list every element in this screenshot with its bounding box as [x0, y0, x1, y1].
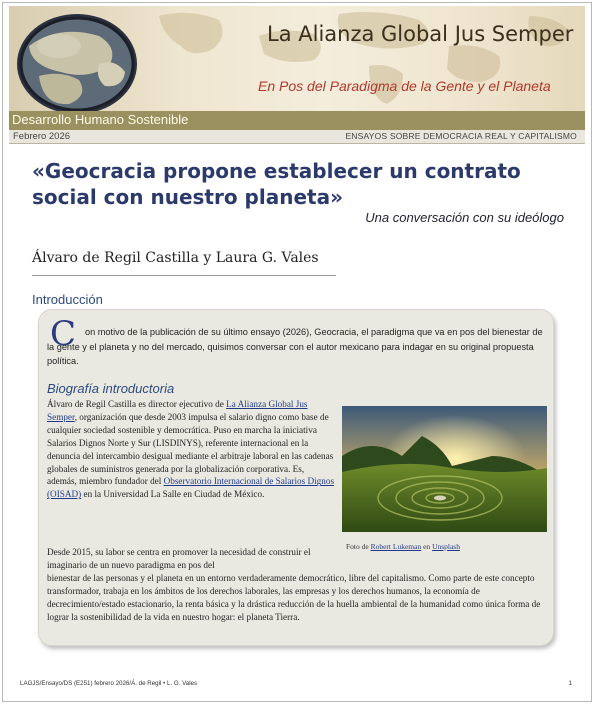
bio-text-2: , organización que desde 2003 impulsa el salario digno como base de cualquier sociedad sostenible y democrática. Puso en marcha la iniciativa Salarios Dignos Norte y Sur (LISDINYS), referente internacional en la denuncia del intercambio desigual mediante el arbitraje laboral en las cadenas globales de suministros generada por la globalización corporativa. Es, además, miembro fundador del [47, 411, 334, 487]
globe-icon [17, 14, 137, 111]
drop-cap: C [50, 314, 77, 354]
authors-divider [32, 275, 336, 276]
page-number: 1 [568, 680, 572, 687]
bio-continuation-rest: bienestar de las personas y el planeta en un entorno verdaderamente democrático, libre del capitalismo. Como parte de este concepto transformador, trabaja en los ámbitos de los derechos laborales, las empresas y los derechos humanos, la economía de decrecimiento/estado estacionario, la renta básica y la drástica reducción de la huella ambiental de la humanidad como única forma de lograr la sostenibilidad de la vida en nuestro hogar: el planeta Tierra. [47, 572, 541, 622]
site-tagline: En Pos del Paradigma de la Gente y el Planeta [258, 78, 551, 94]
site-title: La Alianza Global Jus Semper [267, 22, 574, 46]
publication-date: Febrero 2026 [13, 131, 71, 142]
intro-heading: Introducción [32, 292, 103, 307]
article-subtitle: Una conversación con su ideólogo [365, 210, 564, 225]
section-bar [9, 111, 585, 130]
bio-heading: Biografía introductoria [47, 381, 175, 396]
intro-paragraph: on motivo de la publicación de su último ensayo (2026), Geocracia, el paradigma que va en pos del bienestar de la gente y el planeta y no del mercado, quisimos conversar con el autor mexicano para indagar en su original propuesta política. [47, 327, 543, 367]
photographer-link[interactable]: Robert Lukeman [370, 542, 422, 551]
footer-citation: LAGJS/Ensayo/DS (E251) febrero 2026/Á. de Regil • L. G. Vales [20, 680, 198, 687]
unsplash-link[interactable]: Unsplash [432, 542, 460, 551]
bio-text-1: Álvaro de Regil Castilla es director ejecutivo de [47, 399, 227, 409]
oisad-link[interactable]: Observatorio Internacional de Salarios Dignos (OISAD) [47, 476, 335, 500]
alianza-link[interactable]: La Alianza Global Jus Semper [47, 399, 308, 422]
header-banner [9, 6, 585, 111]
bio-continuation-lead: Desde 2015, su labor se centra en promover la necesidad de construir el imaginario de un nuevo paradigma en pos del [47, 547, 311, 570]
article-authors: Álvaro de Regil Castilla y Laura G. Vales [32, 250, 319, 266]
meta-row [9, 130, 585, 144]
landscape-photo [342, 406, 547, 532]
bio-text-3: en la Universidad La Salle en Ciudad de México. [81, 489, 265, 500]
section-label: Desarrollo Humano Sostenible [12, 112, 189, 127]
bio-continuation-paragraph [47, 546, 547, 623]
article-title: «Geocracia propone establecer un contrato social con nuestro planeta» [32, 159, 521, 209]
bio-paragraph [47, 398, 335, 501]
caption-mid: en [421, 542, 433, 551]
caption-prefix: Foto de [346, 542, 371, 551]
series-label: ENSAYOS SOBRE DEMOCRACIA REAL Y CAPITALISMO [345, 131, 577, 141]
